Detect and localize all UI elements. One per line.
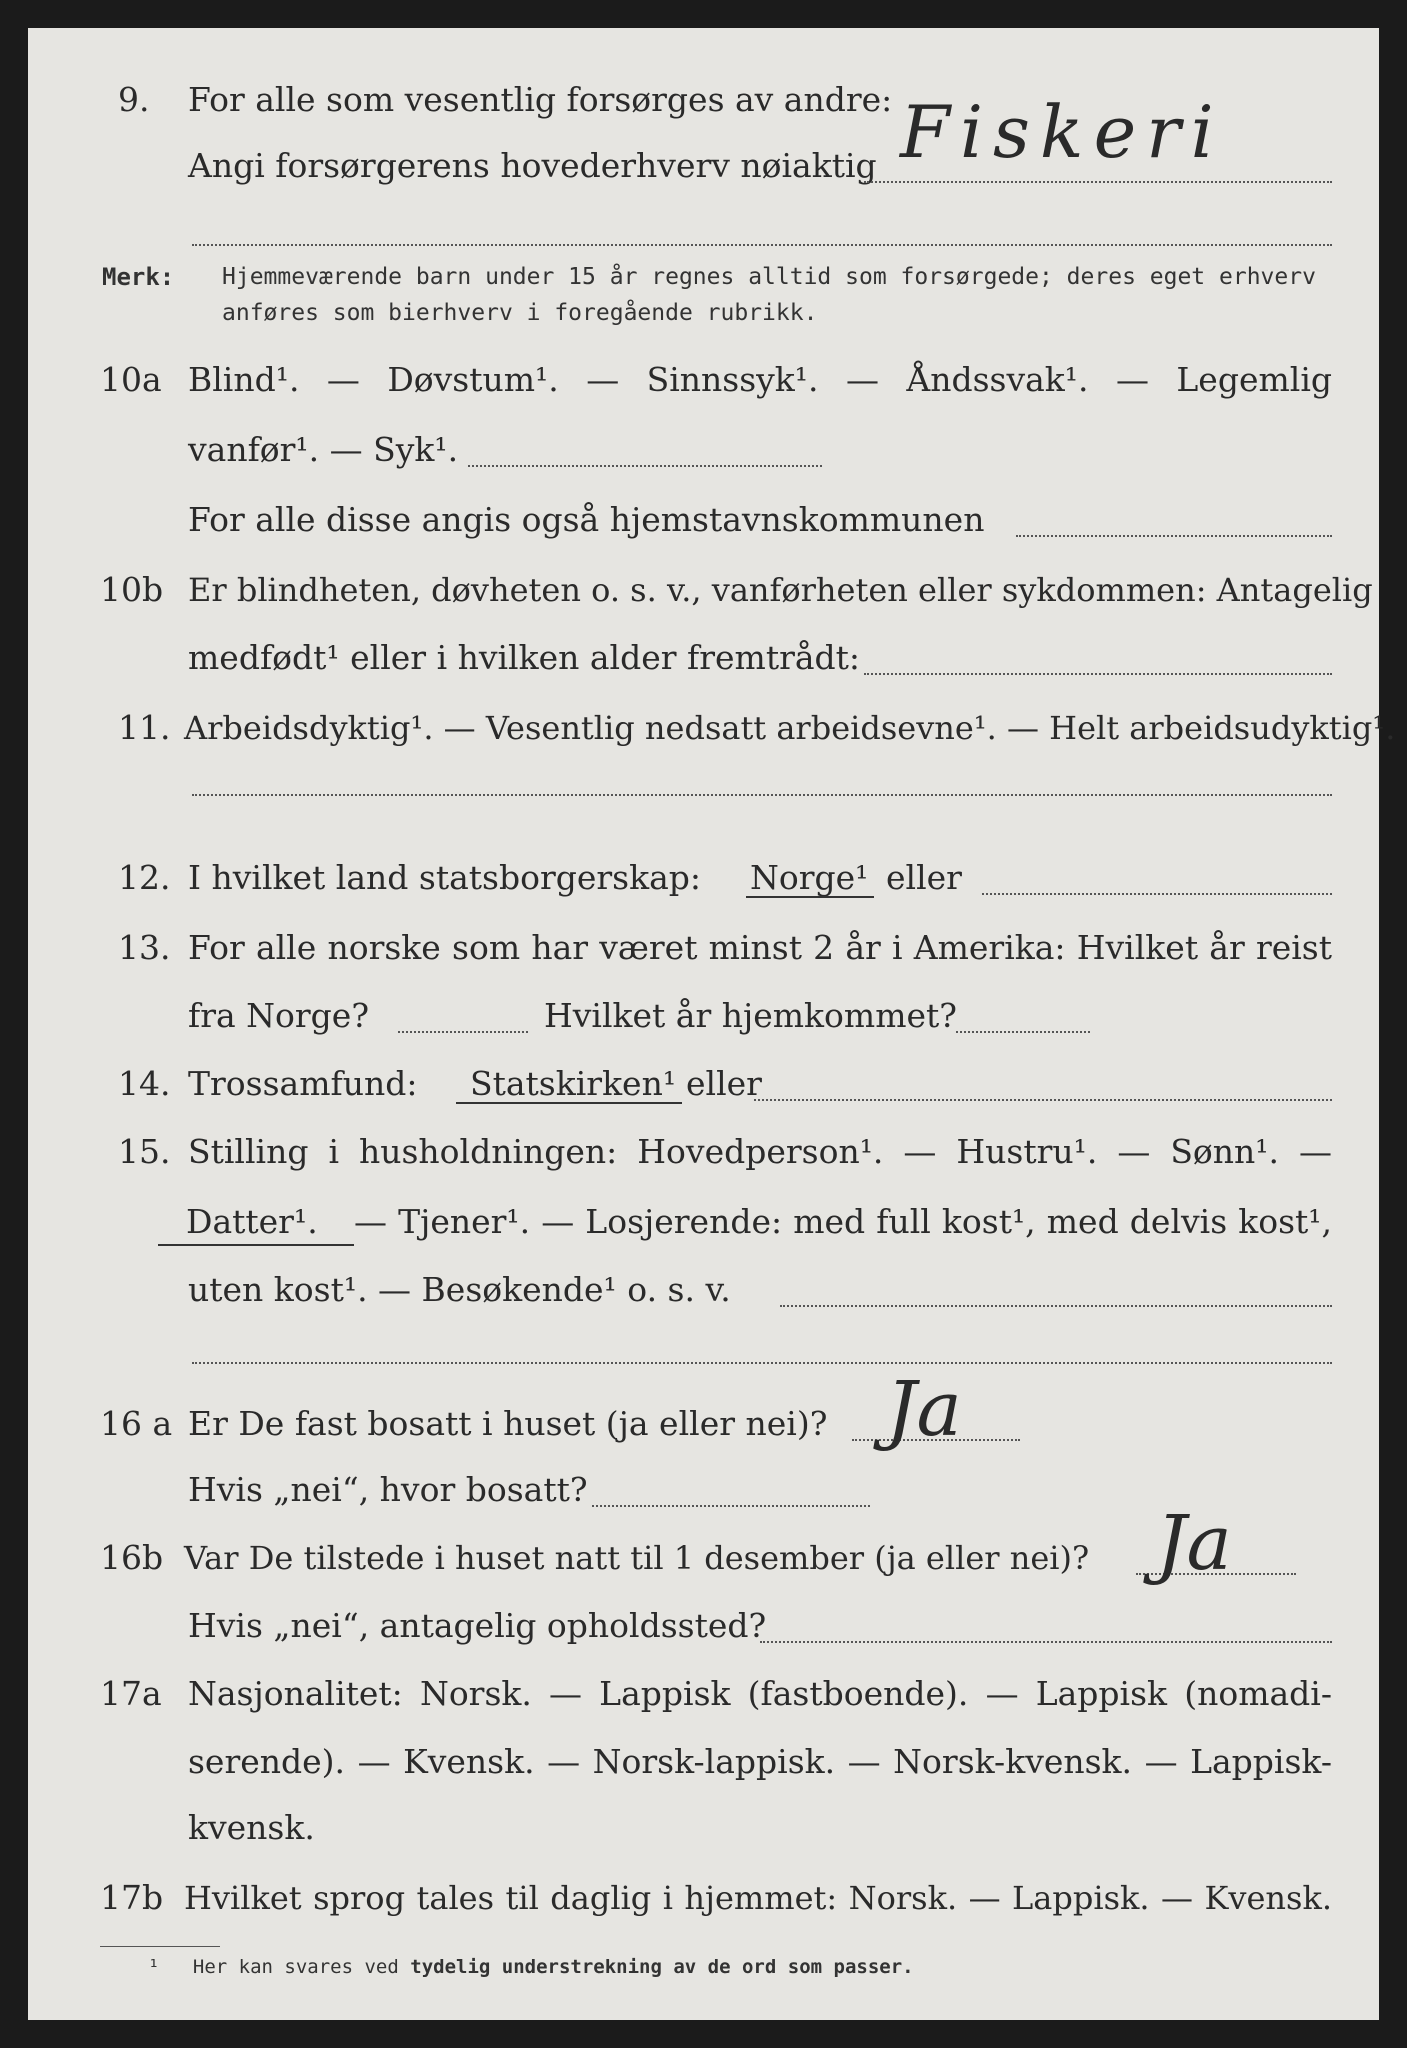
q14-number: 14. — [118, 1064, 171, 1103]
q10a-text-2: vanfør¹. — Syk¹. — [188, 430, 459, 469]
q14-underline-mark — [456, 1102, 682, 1104]
q10b-answer-line[interactable] — [864, 673, 1332, 675]
q10b-row-2 — [28, 628, 1379, 688]
q16a-handwritten-answer: Ja — [886, 1364, 962, 1453]
q10a-text-3: For alle disse angis også hjemstavnskommunen — [188, 500, 985, 539]
q11-number: 11. — [118, 708, 171, 747]
q9-number: 9. — [118, 80, 150, 119]
q12-row — [28, 848, 1379, 908]
q10a-text-1: Blind¹. — Døvstum¹. — Sinnssyk¹. — Åndssvak¹. — Legemlig — [188, 360, 1332, 399]
footnote-rule — [100, 1946, 220, 1947]
q15-text-2: — Tjener¹. — Losjerende: med full kost¹, med delvis kost¹, — [354, 1202, 1332, 1241]
q13-hjemkommet-line[interactable] — [956, 1031, 1090, 1033]
q9-handwritten-answer: Fiskeri — [900, 90, 1224, 174]
census-form-page — [28, 28, 1396, 2020]
q9-text-1: For alle som vesentlig forsørges av andre: — [188, 80, 893, 119]
q14-suffix: eller — [686, 1064, 762, 1103]
q14-prefix: Trossamfund: — [188, 1064, 418, 1103]
q15-text-3: uten kost¹. — Besøkende¹ o. s. v. — [188, 1270, 731, 1309]
q10a-row-2 — [28, 420, 1379, 480]
q17a-text-2: serende). — Kvensk. — Norsk-lappisk. — Norsk-kvensk. — Lappisk- — [188, 1742, 1332, 1781]
q13-row-2 — [28, 986, 1379, 1046]
q16b-number: 16b — [100, 1538, 164, 1577]
q16b-handwritten-answer: Ja — [1156, 1498, 1232, 1587]
q12-number: 12. — [118, 858, 171, 897]
q13-text-2b: Hvilket år hjemkommet? — [544, 996, 957, 1035]
q15-text-1: Stilling i husholdningen: Hovedperson¹. — Hustru¹. — Sønn¹. — — [188, 1132, 1332, 1171]
q17a-row-3 — [28, 1798, 1379, 1858]
merk-text-1: Hjemmeværende barn under 15 år regnes alltid som forsørgede; deres eget erhverv — [222, 264, 1316, 290]
q14-row — [28, 1054, 1379, 1114]
q16a-number: 16 a — [100, 1404, 173, 1443]
q16a-bosatt-line[interactable] — [592, 1505, 870, 1507]
footnote-mark: ¹ — [148, 1956, 160, 1978]
q10a-kommune-line[interactable] — [1016, 535, 1332, 537]
footnote-bold-text: tydelig understrekning av de ord som passer. — [410, 1956, 914, 1978]
q15-extra-line[interactable] — [192, 1362, 1332, 1364]
q16a-row-1 — [28, 1364, 1379, 1454]
q10a-syk-line[interactable] — [468, 465, 822, 467]
q17a-row-2 — [28, 1732, 1379, 1792]
q17b-number: 17b — [100, 1878, 164, 1917]
q17a-row-1 — [28, 1664, 1379, 1724]
q10b-row-1 — [28, 560, 1379, 620]
q16b-text-1: Var De tilstede i huset natt til 1 desember (ja eller nei)? — [184, 1539, 1090, 1577]
q15-number: 15. — [118, 1132, 171, 1171]
q12-underline-mark — [746, 896, 874, 898]
q14-option-statskirken: Statskirken¹ — [470, 1064, 677, 1103]
q10a-number: 10a — [100, 360, 162, 399]
q15-option-datter: Datter¹. — [186, 1202, 318, 1241]
q15-row-1 — [28, 1122, 1379, 1182]
q9-text-2: Angi forsørgerens hovederhverv nøiaktig — [188, 146, 877, 185]
q17a-text-1: Nasjonalitet: Norsk. — Lappisk (fastboende). — Lappisk (nomadi- — [188, 1674, 1332, 1713]
q16a-text-2: Hvis „nei“, hvor bosatt? — [188, 1470, 588, 1509]
q10b-text-1: Er blindheten, døvheten o. s. v., vanførheten eller sykdommen: Antagelig — [188, 571, 1373, 609]
q12-answer-line[interactable] — [982, 893, 1332, 895]
q13-number: 13. — [118, 928, 171, 967]
q10b-number: 10b — [100, 570, 164, 609]
q12-option-norge: Norge¹ — [750, 858, 869, 897]
q16b-text-2: Hvis „nei“, antagelig opholdssted? — [188, 1606, 767, 1645]
q10a-row-1 — [28, 350, 1379, 410]
q14-answer-line[interactable] — [754, 1099, 1332, 1101]
q13-text-1: For alle norske som har været minst 2 år i Amerika: Hvilket år reist — [188, 928, 1332, 967]
footnote — [148, 1956, 914, 1978]
q9-extra-line[interactable] — [192, 244, 1332, 246]
merk-label: Merk: — [102, 263, 175, 291]
q13-reist-line[interactable] — [398, 1031, 528, 1033]
footnote-plain-text: Her kan svares ved — [192, 1956, 399, 1978]
q11-answer-line[interactable] — [192, 794, 1332, 796]
q12-prefix: I hvilket land statsborgerskap: — [188, 858, 702, 897]
q16b-row-1 — [28, 1498, 1379, 1588]
merk-text-2: anføres som bierhverv i foregående rubrikk. — [222, 300, 818, 326]
q13-text-2a: fra Norge? — [188, 996, 370, 1035]
q12-suffix: eller — [886, 858, 962, 897]
q17b-text: Hvilket sprog tales til daglig i hjemmet: Norsk. — Lappisk. — Kvensk. — [184, 1879, 1332, 1917]
q13-row-1 — [28, 918, 1379, 978]
q10a-row-3 — [28, 490, 1379, 550]
q17a-text-3: kvensk. — [188, 1808, 315, 1847]
q16b-opholdssted-line[interactable] — [760, 1641, 1332, 1643]
q17a-number: 17a — [100, 1674, 162, 1713]
q10b-text-2: medfødt¹ eller i hvilken alder fremtrådt: — [188, 638, 861, 677]
q11-text: Arbeidsdyktig¹. — Vesentlig nedsatt arbeidsevne¹. — Helt arbeidsudyktig¹. — [184, 709, 1396, 747]
q17b-row — [28, 1868, 1379, 1928]
q9-answer-line[interactable] — [864, 181, 1332, 183]
q15-answer-line[interactable] — [780, 1305, 1332, 1307]
q11-row — [28, 698, 1396, 758]
q15-row-3 — [28, 1260, 1379, 1320]
q15-row-2 — [28, 1192, 1379, 1252]
q16b-row-2 — [28, 1596, 1379, 1656]
q15-underline-mark — [158, 1244, 354, 1246]
q16a-text-1: Er De fast bosatt i huset (ja eller nei)? — [188, 1404, 828, 1443]
